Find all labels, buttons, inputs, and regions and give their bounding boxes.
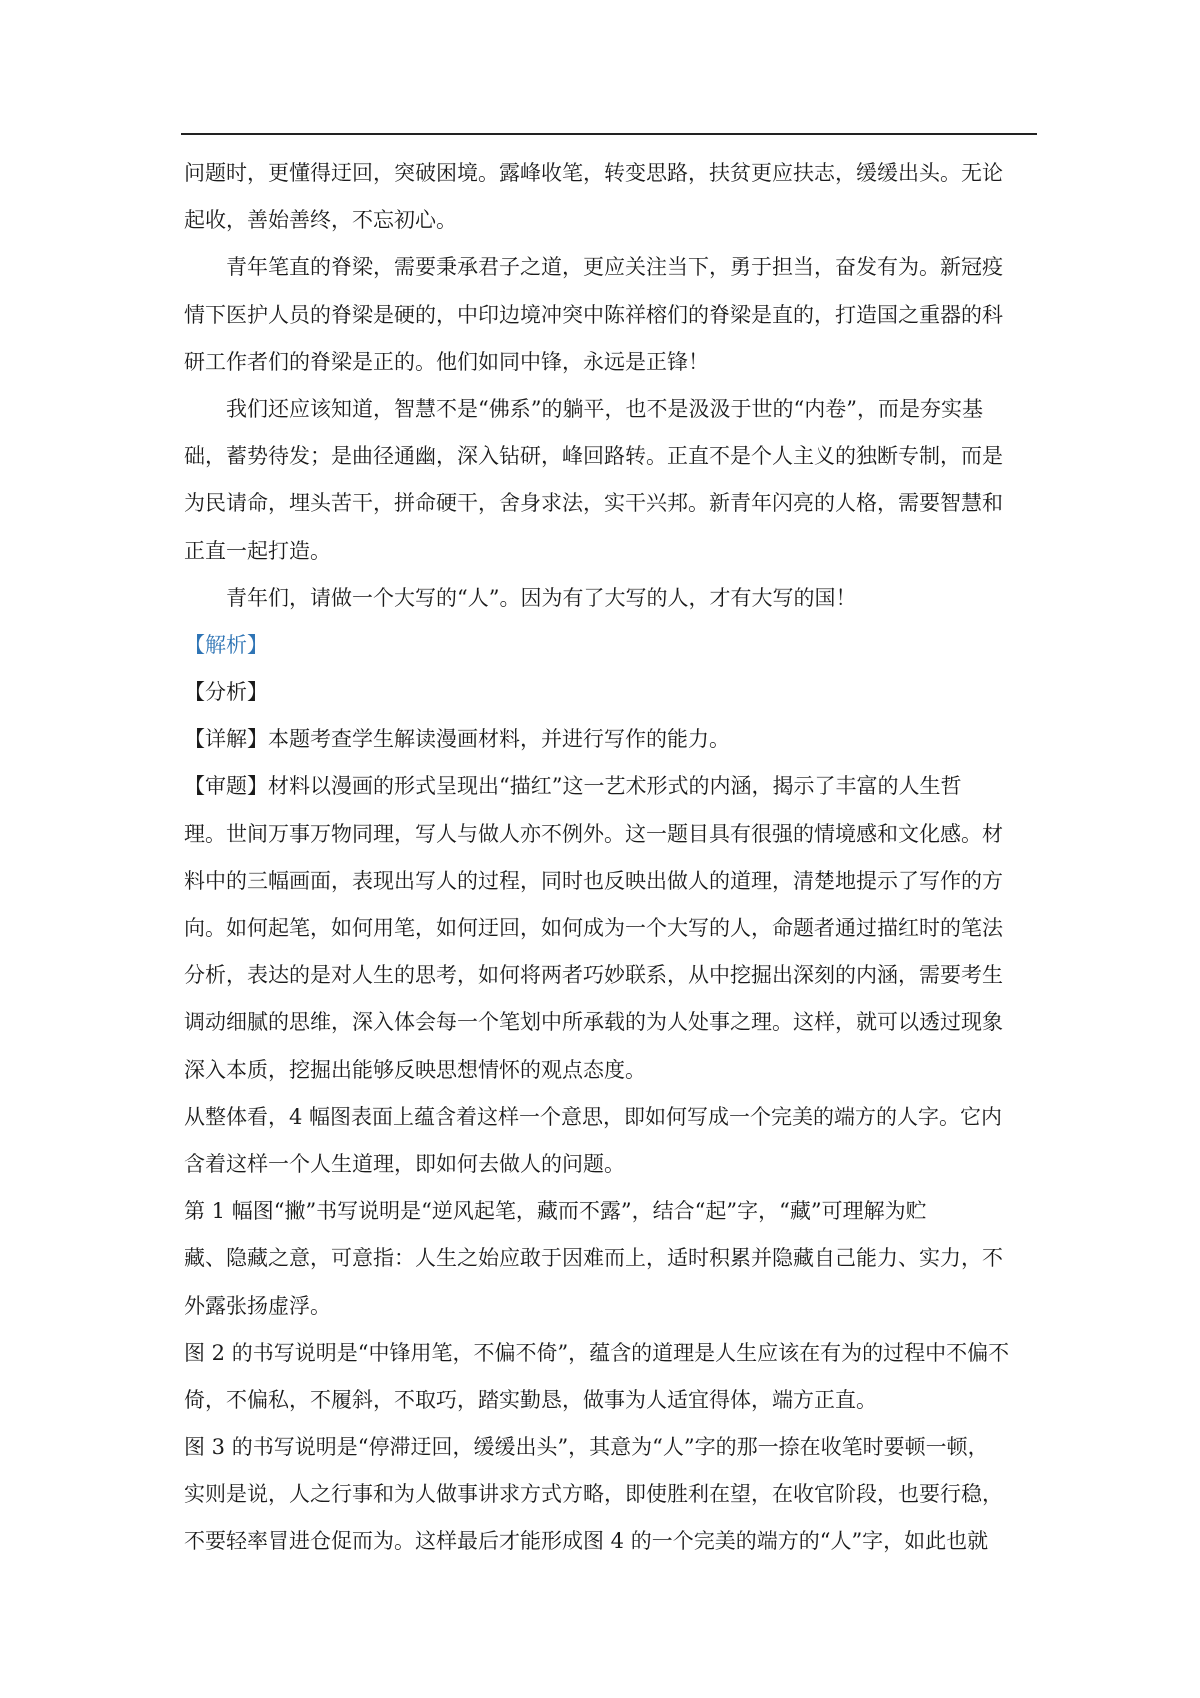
text-line: 料中的三幅画面，表现出写人的过程，同时也反映出做人的道理，清楚地提示了写作的方 <box>184 868 1003 893</box>
text-line: 第 1 幅图“撇”书写说明是“逆风起笔，藏而不露”，结合“起”字，“藏”可理解为贮 <box>184 1199 927 1224</box>
text-line: 倚，不偏私，不履斜，不取巧，踏实勤恳，做事为人适宜得体，端方正直。 <box>184 1387 877 1412</box>
text-line: 础，蓄势待发；是曲径通幽，深入钻研，峰回路转。正直不是个人主义的独断专制，而是 <box>184 444 1003 469</box>
text-line: 问题时，更懂得迂回，突破困境。露峰收笔，转变思路，扶贫更应扶志，缓缓出头。无论 <box>184 161 1003 185</box>
text-line: 调动细腻的思维，深入体会每一个笔划中所承载的为人处事之理。这样，就可以透过现象 <box>184 1010 1003 1035</box>
text-line: 【分析】 <box>184 680 268 705</box>
text-line: 外露张扬虚浮。 <box>184 1293 331 1318</box>
text-line: 正直一起打造。 <box>184 538 331 563</box>
text-line: 分析，表达的是对人生的思考，如何将两者巧妙联系，从中挖掘出深刻的内涵，需要考生 <box>184 963 1003 988</box>
text-line: 青年们，请做一个大写的“人”。因为有了大写的人，才有大写的国！ <box>226 585 857 610</box>
document-body <box>184 150 1036 1566</box>
text-line: 不要轻率冒进仓促而为。这样最后才能形成图 4 的一个完美的端方的“人”字，如此也就 <box>184 1529 989 1554</box>
text-line: 起收，善始善终，不忘初心。 <box>184 208 457 233</box>
text-line: 【审题】材料以漫画的形式呈现出“描红”这一艺术形式的内涵，揭示了丰富的人生哲 <box>184 774 962 799</box>
text-line: 藏、隐藏之意，可意指：人生之始应敢于因难而上，适时积累并隐藏自己能力、实力，不 <box>184 1246 1003 1271</box>
text-line: 深入本质，挖掘出能够反映思想情怀的观点态度。 <box>184 1057 646 1082</box>
text-line: 为民请命，埋头苦干，拼命硬干，舍身求法，实干兴邦。新青年闪亮的人格，需要智慧和 <box>184 491 1003 516</box>
text-line: 实则是说，人之行事和为人做事讲求方式方略，即使胜利在望，在收官阶段，也要行稳， <box>184 1482 1003 1507</box>
text-line: 【详解】本题考查学生解读漫画材料，并进行写作的能力。 <box>184 727 730 752</box>
text-line: 向。如何起笔，如何用笔，如何迂回，如何成为一个大写的人，命题者通过描红时的笔法 <box>184 916 1003 940</box>
section-heading-jiexi: 【解析】 <box>184 632 268 657</box>
text-line: 从整体看，4 幅图表面上蕴含着这样一个意思，即如何写成一个完美的端方的人字。它内 <box>184 1104 1003 1129</box>
text-line: 研工作者们的脊梁是正的。他们如同中锋，永远是正锋！ <box>184 349 709 374</box>
text-line: 情下医护人员的脊梁是硬的，中印边境冲突中陈祥榕们的脊梁是直的，打造国之重器的科 <box>184 302 1003 327</box>
text-line: 图 3 的书写说明是“停滞迂回，缓缓出头”，其意为“人”字的那一捺在收笔时要顿一顿， <box>184 1435 989 1460</box>
header-rule <box>181 133 1037 135</box>
text-line: 我们还应该知道，智慧不是“佛系”的躺平，也不是汲汲于世的“内卷”，而是夯实基 <box>226 396 983 421</box>
text-line: 理。世间万事万物同理，写人与做人亦不例外。这一题目具有很强的情境感和文化感。材 <box>184 821 1003 846</box>
text-line: 含着这样一个人生道理，即如何去做人的问题。 <box>184 1151 625 1176</box>
text-line: 图 2 的书写说明是“中锋用笔，不偏不倚”，蕴含的道理是人生应该在有为的过程中不偏不 <box>184 1340 1010 1365</box>
text-line: 青年笔直的脊梁，需要秉承君子之道，更应关注当下，勇于担当，奋发有为。新冠疫 <box>226 255 1003 280</box>
